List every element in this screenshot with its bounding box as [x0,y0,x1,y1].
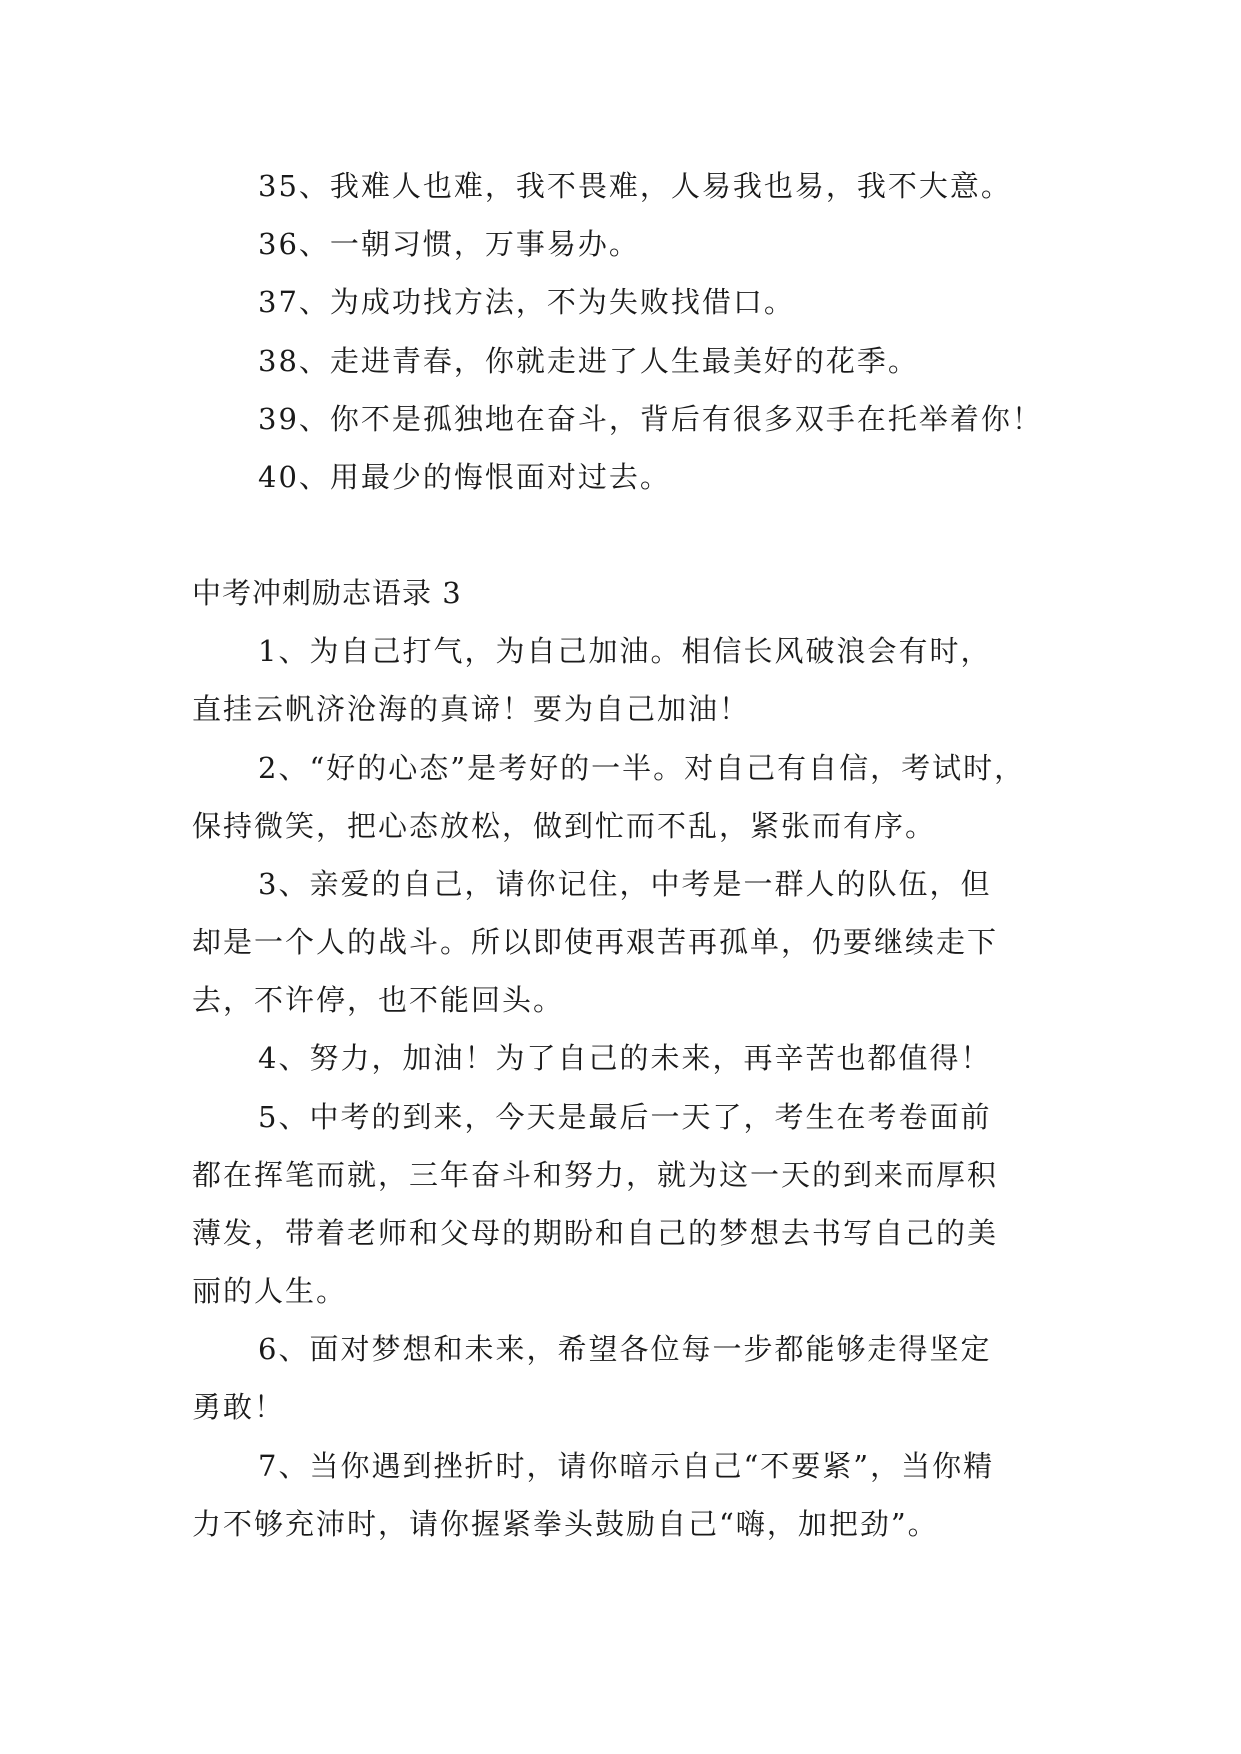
paragraph-line: 7、当你遇到挫折时，请你暗示自己“不要紧”，当你精 [258,1449,995,1483]
paragraph-line: 直挂云帆济沧海的真谛！要为自己加油！ [192,692,751,726]
paragraph-line: 2、“好的心态”是考好的一半。对自己有自信，考试时， [258,751,1026,785]
paragraph-line: 勇敢！ [192,1390,286,1424]
paragraph-line: 保持微笑，把心态放松，做到忙而不乱，紧张而有序。 [192,809,937,843]
list-item: 35、我难人也难，我不畏难，人易我也易，我不大意。 [258,169,1012,203]
paragraph-line: 6、面对梦想和未来，希望各位每一步都能够走得坚定 [258,1332,992,1366]
paragraph-line: 却是一个人的战斗。所以即使再艰苦再孤单，仍要继续走下 [192,925,999,959]
paragraph-line: 4、努力，加油！为了自己的未来，再辛苦也都值得！ [258,1041,992,1075]
list-item: 36、一朝习惯，万事易办。 [258,227,640,261]
paragraph-line: 去，不许停，也不能回头。 [192,983,565,1017]
paragraph-line: 薄发，带着老师和父母的期盼和自己的梦想去书写自己的美 [192,1216,999,1250]
paragraph-line: 力不够充沛时，请你握紧拳头鼓励自己“嗨，加把劲”。 [192,1507,939,1541]
list-item: 40、用最少的悔恨面对过去。 [258,460,671,494]
paragraph-line: 丽的人生。 [192,1274,348,1308]
list-item: 38、走进青春，你就走进了人生最美好的花季。 [258,344,919,378]
paragraph-line: 5、中考的到来，今天是最后一天了，考生在考卷面前 [258,1100,992,1134]
paragraph-line: 都在挥笔而就，三年奋斗和努力，就为这一天的到来而厚积 [192,1158,999,1192]
paragraph-line: 3、亲爱的自己，请你记住，中考是一群人的队伍，但 [258,867,992,901]
section-title: 中考冲刺励志语录 3 [192,576,462,610]
paragraph-line: 1、为自己打气，为自己加油。相信长风破浪会有时， [258,634,992,668]
list-item: 39、你不是孤独地在奋斗，背后有很多双手在托举着你！ [258,402,1043,436]
list-item: 37、为成功找方法，不为失败找借口。 [258,285,795,319]
